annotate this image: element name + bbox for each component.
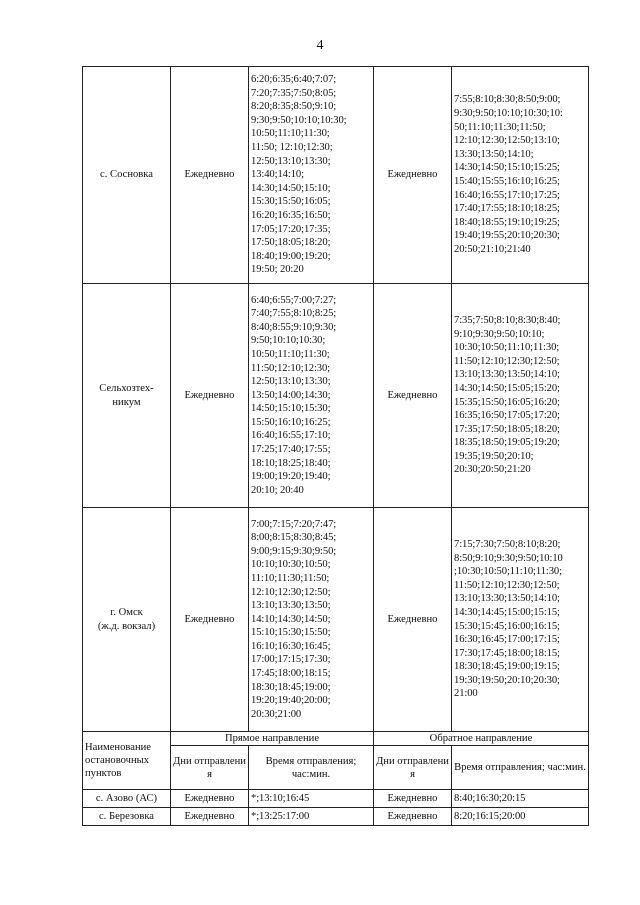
forward-times: 6:20;6:35;6:40;7:07; 7:20;7:35;7:50;8:05; 8:20;8:35;8:50;9:10; 9:30;9:50;10:10;10:30; 10:50;11:10;11:30; 11:50; 12:10;12:30; 12:50;13:10;13:30; 13:40;14:10; 14:30;14:50;15:10; 15:30;15:50;16:05; 16:20;16:35;16:50; 17:05;17:20;17:35; 17:50;18:05;18:20; 18:40;19:00;19:20; 19:50; 20:20	[249, 67, 374, 284]
table-row	[83, 790, 589, 808]
table-row	[83, 808, 589, 826]
reverse-times: 7:15;7:30;7:50;8:10;8:20; 8:50;9:10;9:30;9:50;10:10 ;10:30;10:50;11:10;11:30; 11:50;12:10;12:30;12:50; 13:10;13:30;13:50;14:10; 14:30;14:45;15:00;15:15; 15:30;15:45;16:00;16:15; 16:30;16:45;17:00;17:15; 17:30;17:45;18:00;18:15; 18:30;18:45;19:00;19:15; 19:30;19:50;20:10;20:30; 21:00	[452, 508, 589, 732]
header-row	[83, 732, 589, 746]
forward-days: Ежедневно	[171, 284, 249, 508]
reverse-days-header: Дни отправлени я	[374, 746, 452, 790]
reverse-times: 8:20;16:15;20:00	[452, 808, 589, 826]
reverse-direction-header: Обратное направление	[374, 732, 589, 746]
stop-name: с. Азово (АС)	[83, 790, 171, 808]
page-number: 4	[316, 38, 324, 53]
reverse-days: Ежедневно	[374, 508, 452, 732]
forward-time-header: Время отправления; час:мин.	[249, 746, 374, 790]
forward-times: *;13:10;16:45	[249, 790, 374, 808]
reverse-times: 8:40;16:30;20:15	[452, 790, 589, 808]
stop-name: г. Омск (ж.д. вокзал)	[83, 508, 171, 732]
stops-header: Наименование остановочных пунктов	[83, 732, 171, 790]
forward-days: Ежедневно	[171, 808, 249, 826]
forward-times: 7:00;7:15;7:20;7:47; 8:00;8:15;8:30;8:45; 9:00;9:15;9:30;9:50; 10:10;10:30;10:50; 11:10;11:30;11:50; 12:10;12:30;12:50; 13:10;13:30;13:50; 14:10;14:30;14:50; 15:10;15:30;15:50; 16:10;16:30;16:45; 17:00;17:15;17:30; 17:45;18:00;18:15; 18:30;18:45;19:00; 19:20;19:40;20:00; 20:30;21:00	[249, 508, 374, 732]
forward-times: *;13:25:17:00	[249, 808, 374, 826]
forward-days-header: Дни отправлени я	[171, 746, 249, 790]
table-row	[83, 508, 589, 732]
stop-name: с. Березовка	[83, 808, 171, 826]
table-row	[83, 284, 589, 508]
stop-name: с. Сосновка	[83, 67, 171, 284]
reverse-days: Ежедневно	[374, 67, 452, 284]
forward-days: Ежедневно	[171, 67, 249, 284]
reverse-time-header: Время отправления; час:мин.	[452, 746, 589, 790]
reverse-days: Ежедневно	[374, 790, 452, 808]
reverse-times: 7:55;8:10;8:30;8:50;9:00; 9:30;9:50;10:10;10:30;10: 50;11:10;11:30;11:50; 12:10;12:30;12:50;13:10; 13:30;13:50;14:10; 14:30;14:50;15:10;15:25; 15:40;15:55;16:10;16:25; 16:40;16:55;17:10;17:25; 17:40;17:55;18:10;18:25; 18:40;18:55;19:10;19:25; 19:40;19:55;20:10;20:30; 20:50;21:10;21:40	[452, 67, 589, 284]
schedule-table	[82, 66, 589, 826]
forward-times: 6:40;6:55;7:00;7:27; 7:40;7:55;8:10;8:25; 8:40;8:55;9:10;9:30; 9:50;10:10;10:30; 10:50;11:10;11:30; 11:50;12:10;12:30; 12:50;13:10;13:30; 13:50;14:00;14:30; 14:50;15:10;15:30; 15:50;16:10;16:25; 16:40;16:55;17:10; 17:25;17:40;17:55; 18:10;18:25;18:40; 19:00;19:20;19:40; 20:10; 20:40	[249, 284, 374, 508]
table-row	[83, 67, 589, 284]
reverse-times: 7:35;7:50;8:10;8:30;8:40; 9:10;9:30;9:50;10:10; 10:30;10:50;11:10;11:30; 11:50;12:10;12:30;12:50; 13:10;13:30;13:50;14:10; 14:30;14:50;15:05;15:20; 15:35;15:50;16:05;16:20; 16:35;16:50;17:05;17:20; 17:35;17:50;18:05;18:20; 18:35;18:50;19:05;19:20; 19:35;19:50;20:10; 20:30;20:50;21:20	[452, 284, 589, 508]
forward-days: Ежедневно	[171, 790, 249, 808]
reverse-days: Ежедневно	[374, 808, 452, 826]
forward-days: Ежедневно	[171, 508, 249, 732]
reverse-days: Ежедневно	[374, 284, 452, 508]
forward-direction-header: Прямое направление	[171, 732, 374, 746]
stop-name: Сельхозтех- никум	[83, 284, 171, 508]
